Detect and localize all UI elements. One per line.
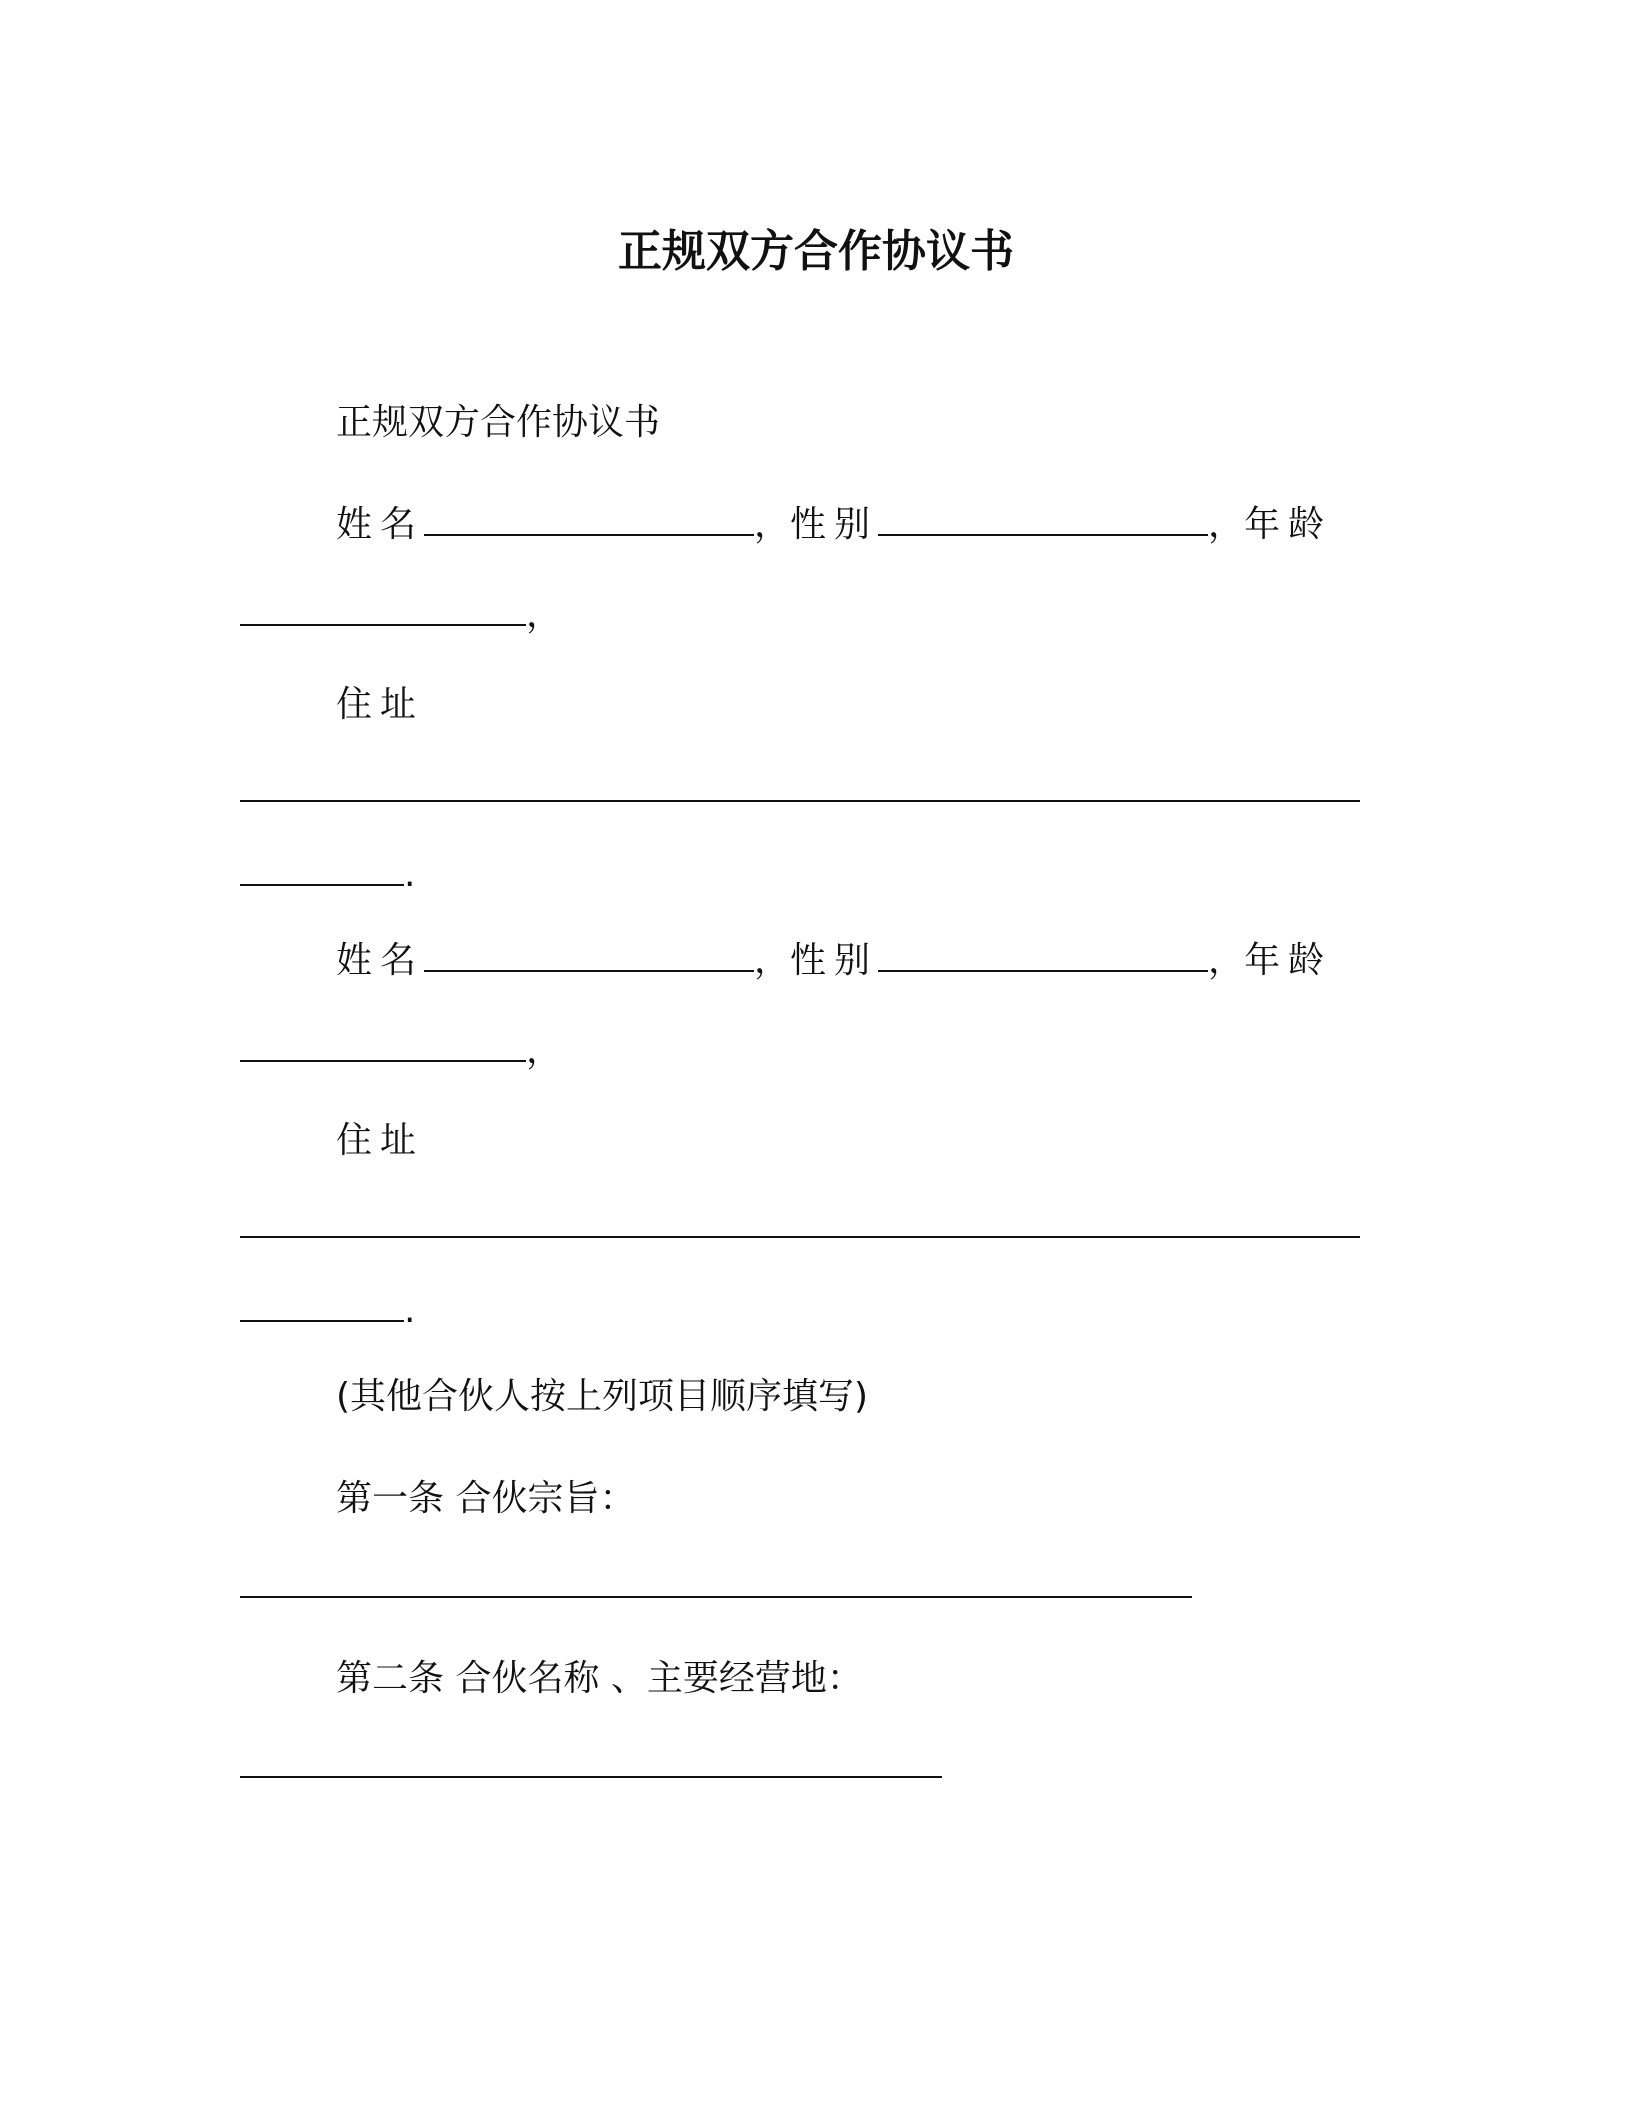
party1-gender-label: 性别 [790, 504, 879, 545]
party2-address-blank-2 [240, 1286, 404, 1322]
note-text: (其他合伙人按上列项目顺序填写) [336, 1376, 869, 1417]
party2-address-blank-1 [240, 1236, 1360, 1238]
party1-name-blank [424, 500, 754, 536]
party2-age-blank [240, 1026, 526, 1062]
party1-comma-3: ， [526, 594, 563, 635]
article-2-blank [240, 1776, 942, 1778]
article-2-heading: 第二条 合伙名称 、主要经营地： [336, 1658, 863, 1699]
party1-age-label: 年龄 [1244, 504, 1333, 545]
article-1-blank [240, 1596, 1192, 1598]
party1-comma-1: ， [754, 504, 791, 545]
party1-address-label: 住址 [336, 684, 425, 725]
party1-period: . [404, 854, 416, 895]
article-1-heading: 第一条 合伙宗旨： [336, 1478, 636, 1519]
party1-address-blank-2 [240, 850, 404, 886]
party1-comma-2: ， [1208, 504, 1245, 545]
party1-gender-blank [878, 500, 1208, 536]
party2-info-line [336, 936, 1332, 986]
party2-gender-blank [878, 936, 1208, 972]
party2-age-line [240, 1026, 562, 1076]
party2-period: . [404, 1290, 416, 1331]
party1-name-label: 姓名 [336, 504, 425, 545]
party2-name-label: 姓名 [336, 940, 425, 981]
party2-address-label: 住址 [336, 1120, 425, 1161]
party1-address-line-2 [240, 850, 415, 900]
party2-gender-label: 性别 [790, 940, 879, 981]
party2-name-blank [424, 936, 754, 972]
subtitle: 正规双方合作协议书 [336, 402, 661, 443]
party1-age-line [240, 590, 562, 640]
party2-comma-3: ， [526, 1030, 563, 1071]
party1-age-blank [240, 590, 526, 626]
document-title: 正规双方合作协议书 [618, 226, 1014, 277]
party2-comma-2: ， [1208, 940, 1245, 981]
party1-address-blank-1 [240, 800, 1360, 802]
party2-comma-1: ， [754, 940, 791, 981]
party2-age-label: 年龄 [1244, 940, 1333, 981]
party2-address-line-2 [240, 1286, 415, 1336]
party1-info-line [336, 500, 1332, 550]
